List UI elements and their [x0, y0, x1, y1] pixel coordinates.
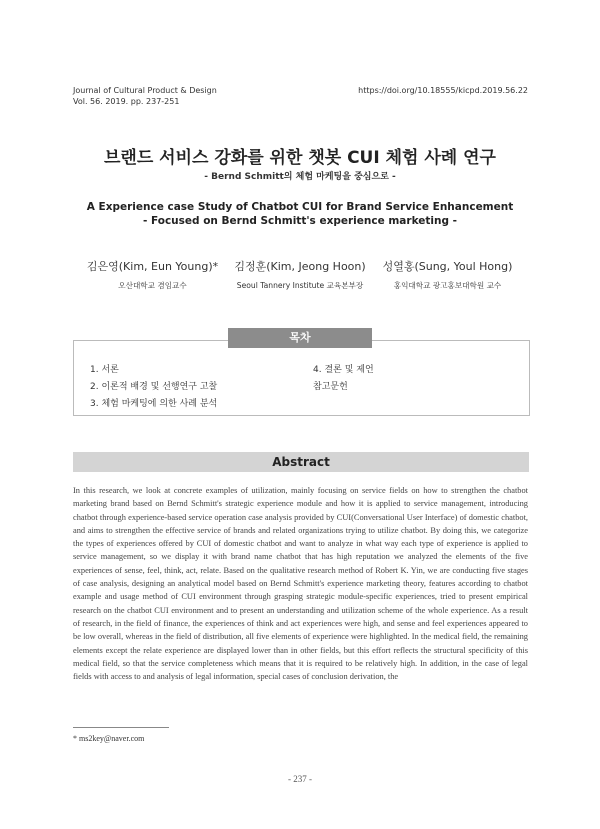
author-affiliation: Seoul Tannery Institute 교육본부장 — [236, 281, 364, 290]
toc-item: 3. 체험 마케팅에 의한 사례 분석 — [90, 399, 218, 409]
author-1 — [80, 258, 225, 291]
abstract-text: In this research, we look at concrete examples of utilization, mainly focusing on service fields on how to strengthen the chatbot marketing brand based on Bernd Schmitt's strategic experience module and how it is applied to service management, introducing chatbot through experience-based service operation case analysis provided by CUI(Conversational User Interface) of domestic chatbot, and aims to strengthen the effective service of brands and related organizations trying to utilize chatbot. By doing this, we categorize the types of experiences offered by CUI of domestic chatbot and want to analyze in what way each type of experience is applied to service management, so we display it with brand name chatbot that has high reputation we analyzed the elements of the five experiences of sense, feel, think, act, relate. Based on the qualitative research method of Robert K. Yin, we are conducting five stages of case analysis, designing an analytical model based on Bernd Schmitt's experience marketing theory, features according to chatbot example and usage method of CUI environment through grasping strategic module-specific experiences, tried to present empirical research on the chatbot CUI environment and to present an understanding and utilization scheme of the whole experience. As a result of research, in the field of finance, the experiences of think and act experiences were high, and sense and feel experiences appeared to be low overall, whereas in the field of distribution, all five elements of experience were highlighted. In the medical field, the remaining elements except the relate experience are displayed lower than in other fields, but this effort reflects the structural specificity of this medical field, so that the service completeness which means that it is required to be relatively high. In addition, in the case of legal fields with access to and analysis of legal information, special cases of conclusion derivation, the — [73, 486, 528, 682]
toc-item: 4. 결론 및 제언 — [313, 365, 374, 375]
toc-item: 1. 서론 — [90, 365, 119, 375]
author-3 — [375, 258, 520, 291]
paper-title-english — [0, 200, 600, 228]
author-name: 김은영(Kim, Eun Young)* — [86, 260, 219, 273]
toc-item: 참고문헌 — [313, 382, 348, 392]
journal-info — [73, 86, 217, 107]
author-name: 성열홍(Sung, Youl Hong) — [382, 260, 513, 273]
author-name: 김정훈(Kim, Jeong Hoon) — [234, 260, 366, 273]
paper-subtitle-korean: - Bernd Schmitt의 체험 마케팅을 중심으로 - — [204, 172, 396, 182]
abstract-heading: Abstract — [73, 452, 529, 472]
english-title-line1: A Experience case Study of Chatbot CUI for Brand Service Enhancement — [86, 201, 514, 213]
doi-link[interactable]: https://doi.org/10.18555/kicpd.2019.56.22 — [358, 86, 528, 95]
toc-item: 2. 이론적 배경 및 선행연구 고찰 — [90, 382, 218, 392]
toc-heading: 목차 — [228, 328, 372, 348]
page-number: - 237 - — [288, 774, 312, 784]
paper-title-korean: 브랜드 서비스 강화를 위한 챗봇 CUI 체험 사례 연구 — [104, 148, 496, 168]
author-affiliation: 홍익대학교 광고홍보대학원 교수 — [393, 281, 502, 290]
footnote-email: * ms2key@naver.com — [73, 734, 145, 743]
footnote-divider — [73, 727, 169, 728]
author-2 — [225, 258, 375, 291]
journal-volume: Vol. 56. 2019. pp. 237-251 — [73, 96, 180, 106]
author-affiliation: 오산대학교 겸임교수 — [118, 281, 187, 290]
journal-name: Journal of Cultural Product & Design — [73, 86, 217, 95]
english-title-line2: - Focused on Bernd Schmitt's experience marketing - — [142, 215, 458, 227]
